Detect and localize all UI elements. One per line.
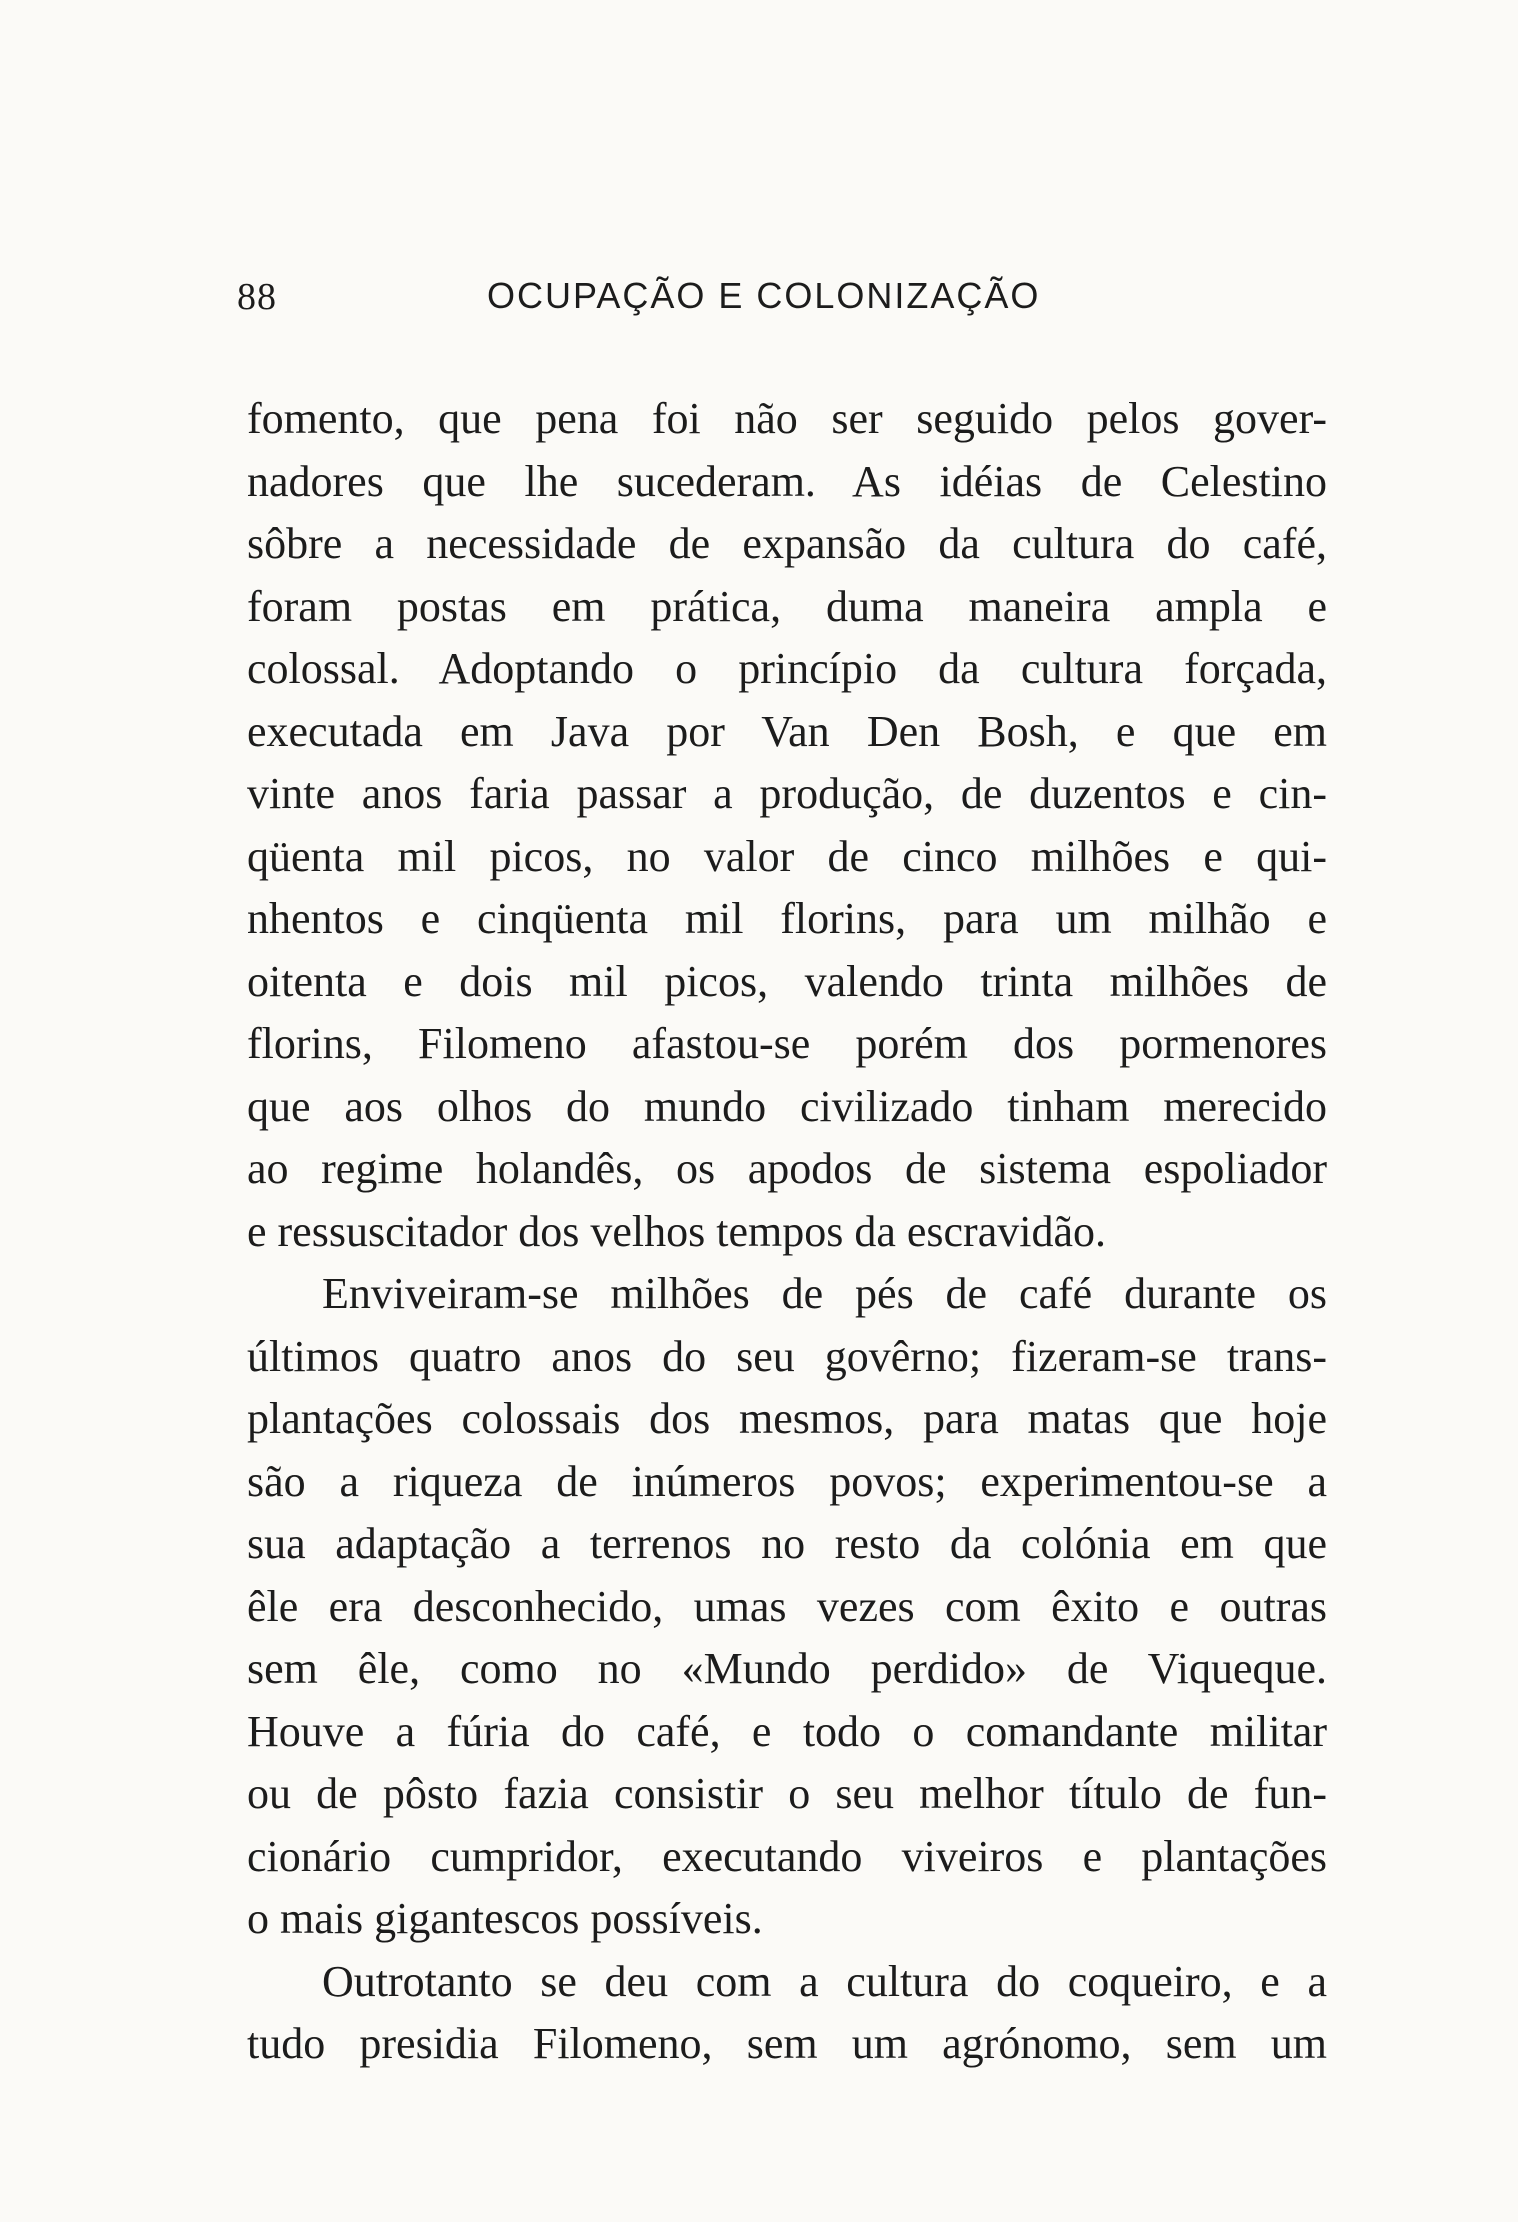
- paragraph: [247, 388, 1327, 1263]
- text-line: sem êle, como no «Mundo perdido» de Viqueque.: [247, 1644, 1327, 1693]
- text-line: ao regime holandês, os apodos de sistema espoliador: [247, 1144, 1327, 1193]
- text-line: vinte anos faria passar a produção, de duzentos e cin-: [247, 769, 1327, 818]
- text-line: oitenta e dois mil picos, valendo trinta milhões de: [247, 956, 1327, 1006]
- text-line: qüenta mil picos, no valor de cinco milhões e qui-: [247, 831, 1327, 881]
- text-line: o mais gigantescos possíveis.: [247, 1894, 763, 1943]
- text-line: executada em Java por Van Den Bosh, e que em: [247, 706, 1327, 756]
- page-header: [237, 275, 1337, 325]
- text-line: tudo presidia Filomeno, sem um agrónomo, sem um: [247, 2019, 1327, 2068]
- text-line: são a riqueza de inúmeros povos; experimentou-se a: [247, 1456, 1327, 1506]
- text-line: fomento, que pena foi não ser seguido pelos gover-: [247, 394, 1327, 443]
- page-number: 88: [237, 276, 277, 318]
- paragraph: [247, 1263, 1327, 1951]
- text-line: colossal. Adoptando o princípio da cultura forçada,: [247, 644, 1327, 693]
- text-line: cionário cumpridor, executando viveiros e plantações: [247, 1831, 1327, 1881]
- text-line: foram postas em prática, duma maneira ampla e: [247, 581, 1327, 631]
- text-line: e ressuscitador dos velhos tempos da escravidão.: [247, 1206, 1106, 1256]
- text-line: plantações colossais dos mesmos, para matas que hoje: [247, 1394, 1327, 1443]
- text-line: sua adaptação a terrenos no resto da colónia em que: [247, 1519, 1327, 1568]
- text-line: ou de pôsto fazia consistir o seu melhor título de fun-: [247, 1769, 1327, 1818]
- text-line: últimos quatro anos do seu govêrno; fizeram-se trans-: [247, 1331, 1327, 1381]
- paragraph: [247, 1951, 1327, 2076]
- text-line: sôbre a necessidade de expansão da cultura do café,: [247, 519, 1327, 568]
- text-line: que aos olhos do mundo civilizado tinham merecido: [247, 1081, 1327, 1131]
- text-line: Houve a fúria do café, e todo o comandante militar: [247, 1706, 1327, 1756]
- text-line: nhentos e cinqüenta mil florins, para um milhão e: [247, 894, 1327, 943]
- body-text: [247, 388, 1327, 2076]
- text-line: Outrotanto se deu com a cultura do coqueiro, e a: [322, 1956, 1327, 2006]
- text-line: Enviveiram-se milhões de pés de café durante os: [322, 1269, 1327, 1318]
- text-line: florins, Filomeno afastou-se porém dos pormenores: [247, 1019, 1327, 1068]
- text-line: êle era desconhecido, umas vezes com êxito e outras: [247, 1581, 1327, 1631]
- text-line: nadores que lhe sucederam. As idéias de Celestino: [247, 456, 1327, 506]
- running-title: OCUPAÇÃO E COLONIZAÇÃO: [487, 275, 1041, 316]
